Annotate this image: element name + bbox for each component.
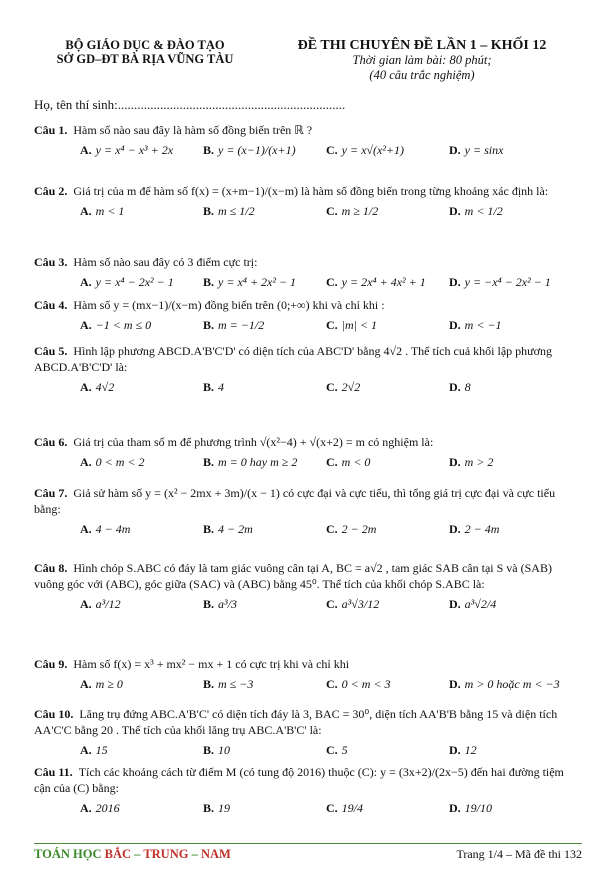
option-text: m > 0 hoặc m < −3 bbox=[464, 677, 560, 691]
question-number: Câu 9. bbox=[34, 657, 68, 671]
answer-option[interactable] bbox=[203, 203, 326, 219]
option-letter: D. bbox=[449, 204, 461, 218]
question bbox=[34, 764, 582, 816]
option-letter: D. bbox=[449, 801, 461, 815]
answer-option[interactable] bbox=[326, 676, 449, 692]
option-letter: C. bbox=[326, 677, 338, 691]
option-text: m < −1 bbox=[464, 318, 502, 332]
question-text: Hàm số nào sau đây là hàm số đồng biến trên ℝ ? bbox=[73, 123, 313, 137]
option-text: y = (x−1)/(x+1) bbox=[218, 143, 296, 157]
option-letter: B. bbox=[203, 677, 215, 691]
answer-option[interactable] bbox=[34, 317, 203, 333]
option-letter: C. bbox=[326, 455, 338, 469]
question-count: (40 câu trắc nghiệm) bbox=[369, 68, 475, 82]
option-text: y = 2x⁴ + 4x² + 1 bbox=[341, 275, 426, 289]
option-text: a³√3/12 bbox=[341, 597, 380, 611]
option-text: m ≤ −3 bbox=[218, 677, 254, 691]
question-number: Câu 7. bbox=[34, 486, 68, 500]
answer-options bbox=[34, 274, 582, 290]
answer-option[interactable] bbox=[203, 742, 326, 758]
question-number: Câu 5. bbox=[34, 344, 68, 358]
option-letter: A. bbox=[80, 204, 92, 218]
brand-logo bbox=[34, 847, 231, 862]
option-letter: D. bbox=[449, 275, 461, 289]
answer-option[interactable] bbox=[203, 676, 326, 692]
answer-option[interactable] bbox=[449, 676, 572, 692]
answer-options bbox=[34, 521, 582, 537]
option-text: −1 < m ≤ 0 bbox=[95, 318, 152, 332]
question-number: Câu 3. bbox=[34, 255, 68, 269]
option-letter: C. bbox=[326, 597, 338, 611]
option-text: 10 bbox=[218, 743, 231, 757]
option-letter: D. bbox=[449, 380, 461, 394]
question bbox=[34, 297, 582, 333]
question bbox=[34, 254, 582, 290]
option-letter: B. bbox=[203, 143, 215, 157]
question-text: Giá trị của tham số m để phương trình √(x²−4) + √(x+2) = m có nghiệm là: bbox=[73, 435, 434, 449]
question-number: Câu 11. bbox=[34, 765, 73, 779]
student-name-line: Họ, tên thí sinh:...................................................................... bbox=[34, 97, 346, 112]
exam-title: ĐỀ THI CHUYÊN ĐỀ LẦN 1 – KHỐI 12 bbox=[297, 38, 547, 53]
option-letter: C. bbox=[326, 380, 338, 394]
option-text: 4 bbox=[218, 380, 225, 394]
question-number: Câu 1. bbox=[34, 123, 68, 137]
answer-options bbox=[34, 317, 582, 333]
option-letter: A. bbox=[80, 275, 92, 289]
option-letter: D. bbox=[449, 743, 461, 757]
option-letter: A. bbox=[80, 522, 92, 536]
answer-option[interactable] bbox=[449, 800, 572, 816]
option-text: m ≥ 1/2 bbox=[341, 204, 379, 218]
answer-option[interactable] bbox=[449, 742, 572, 758]
answer-option[interactable] bbox=[449, 274, 572, 290]
option-letter: A. bbox=[80, 455, 92, 469]
option-letter: A. bbox=[80, 597, 92, 611]
option-text: 4√2 bbox=[95, 380, 115, 394]
option-text: y = x⁴ − x³ + 2x bbox=[95, 143, 174, 157]
brand-part: – bbox=[131, 847, 144, 861]
brand-part: BẮC bbox=[104, 847, 132, 861]
option-letter: D. bbox=[449, 597, 461, 611]
answer-option[interactable] bbox=[449, 379, 572, 395]
option-letter: B. bbox=[203, 743, 215, 757]
option-letter: D. bbox=[449, 143, 461, 157]
question bbox=[34, 343, 582, 395]
option-letter: B. bbox=[203, 275, 215, 289]
answer-option[interactable] bbox=[203, 454, 326, 470]
option-text: y = x√(x²+1) bbox=[341, 143, 405, 157]
option-letter: B. bbox=[203, 318, 215, 332]
question-number: Câu 4. bbox=[34, 298, 68, 312]
question-text: Giá trị của m để hàm số f(x) = (x+m−1)/(x−m) là hàm số đồng biến trong từng khoảng xác định là: bbox=[73, 184, 549, 198]
option-letter: C. bbox=[326, 143, 338, 157]
question bbox=[34, 183, 582, 219]
answer-option[interactable] bbox=[203, 521, 326, 537]
answer-option[interactable] bbox=[326, 317, 449, 333]
question-text: Giả sử hàm số y = (x² − 2mx + 3m)/(x − 1) có cực đại và cực tiểu, thì tổng giá trị cực đại và cực tiểu bằng: bbox=[34, 486, 556, 516]
answer-options bbox=[34, 379, 582, 395]
option-letter: C. bbox=[326, 801, 338, 815]
option-text: m < 0 bbox=[341, 455, 371, 469]
option-text: 0 < m < 3 bbox=[341, 677, 391, 691]
question bbox=[34, 706, 582, 758]
question-number: Câu 2. bbox=[34, 184, 68, 198]
answer-option[interactable] bbox=[326, 800, 449, 816]
option-text: m > 2 bbox=[464, 455, 494, 469]
answer-option[interactable] bbox=[203, 274, 326, 290]
option-text: m = 0 hay m ≥ 2 bbox=[218, 455, 298, 469]
question-text: Hàm số f(x) = x³ + mx² − mx + 1 có cực trị khi và chỉ khi bbox=[73, 657, 350, 671]
option-text: y = sinx bbox=[464, 143, 504, 157]
question-text: Lăng trụ đứng ABC.A'B'C' có diện tích đáy là 3, BAC = 30⁰, diện tích AA'B'B bằng 15 và diện tích AA'C'C bằng 20 . Thể tích của khối lăng trụ ABC.A'B'C' là: bbox=[34, 707, 558, 737]
option-letter: C. bbox=[326, 204, 338, 218]
answer-option[interactable] bbox=[203, 317, 326, 333]
answer-option[interactable] bbox=[203, 596, 326, 612]
option-text: 15 bbox=[95, 743, 108, 757]
option-text: 4 − 2m bbox=[218, 522, 253, 536]
answer-option[interactable] bbox=[326, 203, 449, 219]
option-text: y = x⁴ − 2x² − 1 bbox=[95, 275, 174, 289]
answer-option[interactable] bbox=[449, 317, 572, 333]
answer-option[interactable] bbox=[326, 142, 449, 158]
answer-options bbox=[34, 742, 582, 758]
answer-option[interactable] bbox=[203, 142, 326, 158]
option-letter: D. bbox=[449, 455, 461, 469]
option-text: 8 bbox=[464, 380, 471, 394]
footer bbox=[34, 843, 582, 861]
option-text: y = −x⁴ − 2x² − 1 bbox=[464, 275, 551, 289]
option-text: a³√2/4 bbox=[464, 597, 497, 611]
option-letter: B. bbox=[203, 204, 215, 218]
answer-options bbox=[34, 596, 582, 612]
option-text: 0 < m < 2 bbox=[95, 455, 145, 469]
option-letter: C. bbox=[326, 743, 338, 757]
ministry-header bbox=[40, 38, 250, 66]
answer-option[interactable] bbox=[326, 274, 449, 290]
answer-option[interactable] bbox=[203, 800, 326, 816]
answer-options bbox=[34, 142, 582, 158]
ministry-name: BỘ GIÁO DỤC & ĐÀO TẠO bbox=[65, 38, 225, 52]
option-letter: D. bbox=[449, 677, 461, 691]
answer-option[interactable] bbox=[34, 742, 203, 758]
question-text: Hàm số nào sau đây có 3 điểm cực trị: bbox=[73, 255, 258, 269]
answer-option[interactable] bbox=[34, 274, 203, 290]
question-text: Hàm số y = (mx−1)/(x−m) đồng biến trên (0;+∞) khi và chỉ khi : bbox=[73, 298, 385, 312]
option-letter: A. bbox=[80, 801, 92, 815]
option-text: 2016 bbox=[95, 801, 120, 815]
answer-option[interactable] bbox=[449, 521, 572, 537]
answer-option[interactable] bbox=[34, 379, 203, 395]
option-text: |m| < 1 bbox=[341, 318, 378, 332]
option-text: 12 bbox=[464, 743, 477, 757]
question-number: Câu 10. bbox=[34, 707, 74, 721]
question bbox=[34, 434, 582, 470]
option-letter: B. bbox=[203, 522, 215, 536]
option-letter: A. bbox=[80, 677, 92, 691]
option-text: 19/10 bbox=[464, 801, 493, 815]
brand-part: NAM bbox=[200, 847, 231, 861]
question-number: Câu 8. bbox=[34, 561, 68, 575]
option-text: m ≥ 0 bbox=[95, 677, 123, 691]
answer-option[interactable] bbox=[34, 142, 203, 158]
brand-part: TRUNG bbox=[143, 847, 189, 861]
question bbox=[34, 122, 582, 158]
brand-part: – bbox=[188, 847, 201, 861]
option-letter: A. bbox=[80, 143, 92, 157]
option-letter: B. bbox=[203, 455, 215, 469]
answer-option[interactable] bbox=[449, 142, 572, 158]
question-text: Hình chóp S.ABC có đáy là tam giác vuông cân tại A, BC = a√2 , tam giác SAB cân tại S và (SAB) vuông góc với (ABC), góc giữa (SAC) và (ABC) bằng 45⁰. Thể tích của khối chóp S.ABC là: bbox=[34, 561, 552, 591]
option-letter: C. bbox=[326, 522, 338, 536]
exam-time: Thời gian làm bài: 80 phút; bbox=[352, 53, 492, 67]
answer-option[interactable] bbox=[203, 379, 326, 395]
option-letter: D. bbox=[449, 522, 461, 536]
option-text: a³/3 bbox=[218, 597, 237, 611]
answer-option[interactable] bbox=[326, 454, 449, 470]
option-letter: A. bbox=[80, 743, 92, 757]
option-letter: B. bbox=[203, 597, 215, 611]
option-text: 19/4 bbox=[341, 801, 364, 815]
option-text: 2 − 2m bbox=[341, 522, 377, 536]
option-text: 2 − 4m bbox=[464, 522, 500, 536]
answer-option[interactable] bbox=[326, 521, 449, 537]
option-text: a³/12 bbox=[95, 597, 121, 611]
question-text: Hình lập phương ABCD.A'B'C'D' có diện tích của ABC'D' bằng 4√2 . Thể tích cuả khối lập phương ABCD.A'B'C'D' là: bbox=[34, 344, 552, 374]
option-text: y = x⁴ + 2x² − 1 bbox=[218, 275, 297, 289]
answer-option[interactable] bbox=[34, 596, 203, 612]
question bbox=[34, 485, 582, 537]
option-text: m < 1 bbox=[95, 204, 125, 218]
option-letter: D. bbox=[449, 318, 461, 332]
answer-options bbox=[34, 676, 582, 692]
page-number: Trang 1/4 – Mã đề thi 132 bbox=[456, 847, 582, 861]
answer-options bbox=[34, 454, 582, 470]
answer-option[interactable] bbox=[449, 454, 572, 470]
option-letter: B. bbox=[203, 801, 215, 815]
answer-option[interactable] bbox=[449, 203, 572, 219]
department-name: SỞ GD–ĐT BÀ RỊA VŨNG TÀU bbox=[56, 52, 234, 66]
brand-part: TOÁN HỌC bbox=[34, 847, 105, 861]
option-text: 4 − 4m bbox=[95, 522, 131, 536]
option-text: m < 1/2 bbox=[464, 204, 503, 218]
exam-header bbox=[262, 38, 582, 83]
option-letter: A. bbox=[80, 318, 92, 332]
answer-option[interactable] bbox=[34, 454, 203, 470]
answer-option[interactable] bbox=[34, 800, 203, 816]
answer-options bbox=[34, 203, 582, 219]
option-text: 5 bbox=[341, 743, 348, 757]
option-letter: C. bbox=[326, 275, 338, 289]
option-text: m ≤ 1/2 bbox=[218, 204, 255, 218]
answer-option[interactable] bbox=[34, 521, 203, 537]
option-text: 2√2 bbox=[341, 380, 361, 394]
question bbox=[34, 560, 582, 612]
answer-option[interactable] bbox=[326, 742, 449, 758]
option-letter: B. bbox=[203, 380, 215, 394]
answer-option[interactable] bbox=[326, 379, 449, 395]
answer-option[interactable] bbox=[449, 596, 572, 612]
option-text: m = −1/2 bbox=[218, 318, 265, 332]
option-letter: A. bbox=[80, 380, 92, 394]
question-number: Câu 6. bbox=[34, 435, 68, 449]
option-letter: C. bbox=[326, 318, 338, 332]
question bbox=[34, 656, 582, 692]
answer-options bbox=[34, 800, 582, 816]
option-text: 19 bbox=[218, 801, 231, 815]
question-text: Tích các khoảng cách từ điểm M (có tung độ 2016) thuộc (C): y = (3x+2)/(2x−5) đến hai đường tiệm cận của (C) bằng: bbox=[34, 765, 564, 795]
answer-option[interactable] bbox=[34, 203, 203, 219]
answer-option[interactable] bbox=[326, 596, 449, 612]
answer-option[interactable] bbox=[34, 676, 203, 692]
